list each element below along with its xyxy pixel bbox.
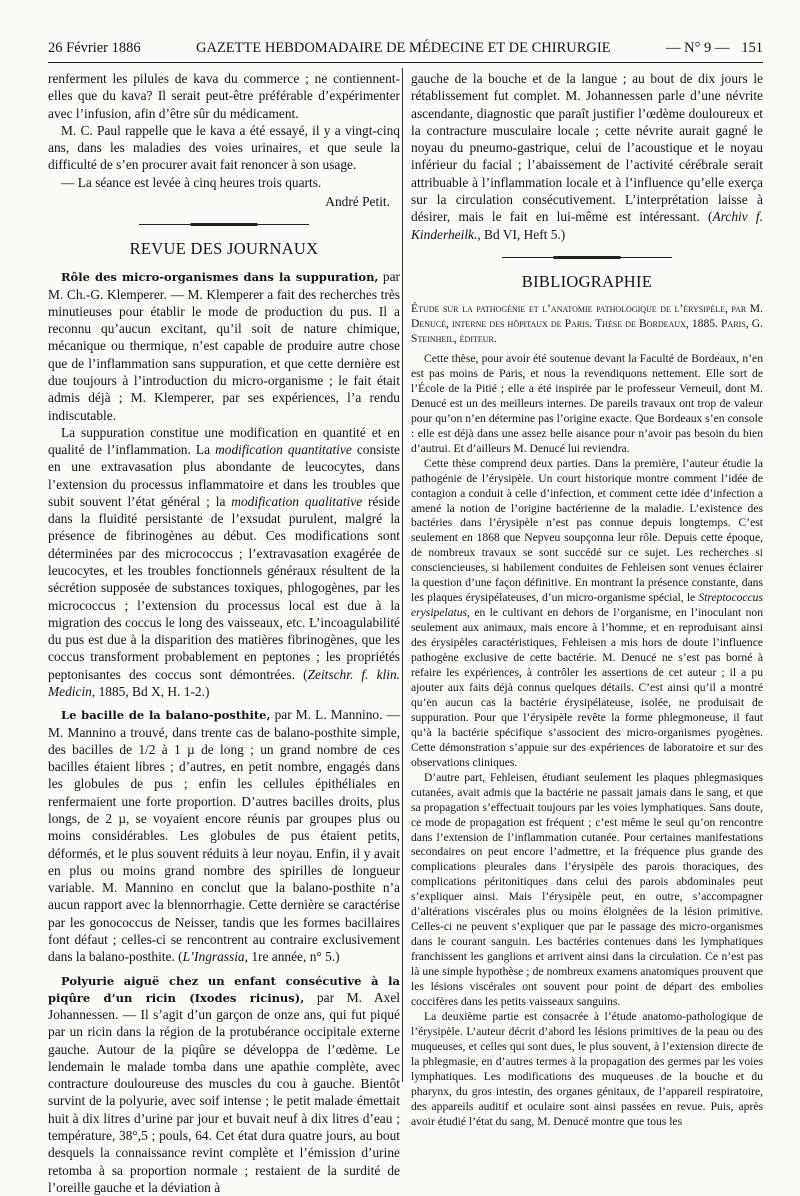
left-column (48, 70, 400, 1087)
paragraph: M. C. Paul rappelle que le kava a été essayé, il y a vingt-cinq ans, dans les maladies des voies urinaires, et que seule la difficulté de s’en procurer avait fait renoncer à son usage. (48, 122, 400, 174)
text: 1re année, n° 5.) (248, 949, 340, 964)
text: 1885, Bd X, H. 1-2.) (95, 684, 209, 699)
article-body: — M. Mannino a trouvé, dans trente cas de balano-posthite simple, des bacilles de 1/2 à 1 µ de long ; un grand nombre de ces bacilles étaient libres ; d’autres, en petit nombre, engagés dans les globules de pus ; enfin les cellules épithéliales en renfermaient une forte proportion. D’autres bacilles droits, plus longs, de 2 µ, se voyaient encore réunis par groupes plus ou moins considérables. Les globules de pus étaient petits, déformés, et le plus souvent réduits à leur noyau. Enfin, il y avait en plus ou moins grand nombre des spirilles de longueur variable. M. Mannino en conclut que la balano-posthite n’a aucun rapport avec la blennorrhagie. Cette dernière se caractérise par les gonococcus de Neisser, tandis que les formes bacillaires font défaut ; celles-ci se rencontrent au contraire exclusivement dans la balano-posthite. ( (48, 707, 400, 964)
ornamental-rule (139, 222, 309, 227)
right-column (411, 70, 763, 1087)
text: réside dans la fluidité persistante de l’exsudat purulent, malgré la présence de fibrinogènes au début. Ces modifications sont déterminées par des micrococcus ; l’extravasation exagérée de leucocytes, et les troubles fonctionnels généraux résultent de la sécrétion supposée de substances toxiques, phlogogènes, par les micrococcus ; l’extension du processus local est due à la migration des coccus le long des vaisseaux, etc. L’incoagulabilité du pus est due à la disparition des matières fibrinogènes, que les coccus transforment probablement en peptones ; les propriétés peptonisantes des coccus sont démontrées. ( (48, 494, 400, 682)
bibliography-entry-heading: Étude sur la pathogénie et l’anatomie pathologique de l’érysipèle, par M. Denucé, interne des hôpitaux de Paris. Thèse de Bordeaux, 1885. Paris, G. Steinheil, éditeur. (411, 301, 763, 346)
header-page-number: 151 (741, 40, 763, 57)
article-klemperer (48, 268, 400, 424)
ornamental-rule (502, 255, 672, 260)
header-issue: — N° 9 — (666, 40, 729, 57)
column-divider (402, 68, 403, 1082)
paragraph: Cette thèse, pour avoir été soutenue devant la Faculté de Bordeaux, n’en est pas moins de Paris, et nous la revendiquons nettement. Elle sort de l’École de la Pitié ; elle a été inspirée par le professeur Verneuil, dont M. Denucé est un des meilleurs internes. De pareils travaux ont trop de valeur pour qu’on n’en détermine pas l’origine exacte. Que Bordeaux s’en console : elle est déjà dans une assez belle aisance pour n’avoir pas besoin du bien d’autrui. Et d’ailleurs M. Denucé lui reviendra. (411, 352, 763, 457)
article-author: par M. Axel Johannessen. (48, 990, 400, 1022)
article-body: — M. Klemperer a fait des recherches très minutieuses pour établir le mode de production du pus. Il a reconnu qu’aucun excitant, qu’il soit de nature chimique, mécanique ou thermique, n’est capable de produire autre chose que de l’inflammation sans suppuration, et que cette dernière est due toujours à l’introduction du micro-organisme ; le fait était admis déjà ; M. Klemperer, par ses expériences, l’a rendu indiscutable. (48, 287, 400, 423)
paragraph: La deuxième partie est consacrée à l’étude anatomo-pathologique de l’érysipèle. L’auteur décrit d’abord les lésions primitives de la peau ou des muqueuses, et celles qui sont dues, le plus souvent, à l’extension directe de la phlegmasie, en d’autres termes à la propagation des germes par les voies lymphatiques. Les modifications des muqueuses de la bouche et du pharynx, du gros intestin, des organes génitaux, de l’appareil respiratoire, des appareils auditif et oculaire sont ainsi passées en revue. Puis, après avoir étudié l’état du sang, M. Denucé montre que tous les (411, 1010, 763, 1130)
section-title: REVUE DES JOURNAUX (48, 239, 400, 259)
section-title: BIBLIOGRAPHIE (411, 272, 763, 292)
article-title: Polyurie aiguë chez un enfant consécutive à la piqûre d’un ricin (Ixodes ricinus), (48, 974, 400, 1005)
article-mannino (48, 706, 400, 965)
emphasis: modification qualitative (231, 494, 362, 509)
signature: André Petit. (48, 193, 400, 210)
article-title: Le bacille de la balano-posthite, (61, 708, 271, 722)
header-journal-title: GAZETTE HEBDOMADAIRE DE MÉDECINE ET DE CHIRURGIE (196, 40, 611, 57)
text: en le cultivant en dehors de l’organisme, en l’inoculant non seulement aux animaux, mais encore à l’homme, et en reproduisant ainsi des érysipèles caractéristiques, Fehleisen a mis hors de doute l’influence pathogène exclusive de cette bactérie. M. Denucé ne s’est pas borné à refaire les expériences, à contrôler les assertions de cet auteur ; il a pu ajouter aux faits déjà connus quelques détails. C’est ainsi qu’il a montré qu’en aucun cas la bactérie érysipélateuse, isolée, ne produisait de suppuration. Pour que l’érysipèle revête la forme phlegmoneuse, il faut qu’à la bactérie spécifique s’associent des micro-organismes pyogènes. Cette démonstration s’appuie sur des expériences de laboratoire et sur des observations cliniques. (411, 606, 763, 769)
header-date: 26 Février 1886 (48, 40, 141, 57)
article-johannessen (48, 972, 400, 1196)
paragraph (48, 424, 400, 701)
paragraph: — La séance est levée à cinq heures trois quarts. (48, 174, 400, 191)
citation: Archiv f. Kinderheilk., (411, 209, 763, 241)
review-body (411, 352, 763, 1130)
page-header (48, 36, 763, 63)
paragraph (411, 457, 763, 771)
paragraph: renferment les pilules de kava du commerce ; ne contiennent-elles que du kava? Il serait peut-être préférable d’expérimenter avec l’infusion, afin d’être sûr du médicament. (48, 70, 400, 122)
citation: L’Ingrassia, (183, 949, 248, 964)
text: gauche de la bouche et de la langue ; au bout de dix jours le rétablissement fut complet. M. Johannessen parle d’une névrite ascendante, diagnostic que paraît justifier l’œdème douloureux et la contracture musculaire locale ; cette névrite aurait gagné le noyau du pneumo-gastrique, celui de l’acoustique et le noyau inférieur du facial ; l’abaissement de l’activité cérébrale serait attribuable à l’inflammation locale et à l’influence qu’elle exerça sur la circulation consécutivement. L’interprétation laisse à désirer, mais le fait en lui-même est intéressant. ( (411, 71, 763, 224)
citation: Zeitschr. f. klin. Medicin, (48, 667, 400, 699)
emphasis: modification quantitative (215, 442, 352, 457)
text: consiste en une extravasation plus abondante de leucocytes, dans l’extension du processus inflammatoire et dans les troubles que subit souvent l’état général ; la (48, 442, 400, 509)
text: Cette thèse comprend deux parties. Dans la première, l’auteur étudie la pathogénie de l’érysipèle. Un court historique montre comment l’idée de contagion a conduit à celle d’infection, et comment cette idée d’infection a amené la notion de l’origine bactérienne de la maladie. L’existence des bactéries dans l’érysipèle n’est pas connue depuis longtemps. C’est seulement en 1868 que Nepveu soupçonna leur rôle. Depuis cette époque, de nombreux travaux se sont succédé sur ce sujet. Les recherches si consciencieuses, si habilement conduites de Fehleisen sont venues éclairer la question d’une façon définitive. En montrant la présence constante, dans les plaques érysipélateuses, d’un micro-organisme spécial, le (411, 457, 763, 605)
article-body: — Il s’agit d’un garçon de onze ans, qui fut piqué par un ricin dans la région de la protubérance occipitale externe gauche. Autour de la piqûre se développa de l’œdème. Le lendemain le malade tomba dans une apathie complète, avec contracture douloureuse des muscles du cou à gauche. Bientôt survint de la polyurie, avec soif intense ; le petit malade émettait huit à dix litres d’urine par jour et buvait neuf à dix litres d’eau ; température, 38°,5 ; pouls, 64. Cet état dura quatre jours, au bout desquels la connaissance revint complète et l’émission d’urine retomba à sa proportion normale ; restaient de la surdité de l’oreille gauche et la déviation à (48, 1007, 400, 1195)
paragraph: D’autre part, Fehleisen, étudiant seulement les plaques phlegmasiques cutanées, avait admis que la bactérie ne passait jamais dans le sang, et que sa propagation s’effectuait toujours par les voies lymphatiques. Sans doute, ce mode de propagation est fréquent ; c’est même le seul qu’on rencontre dans l’extension de l’inflammation cutanée. Pour certaines manifestations secondaires on peut encore l’admettre, et la fréquence plus grande des complications pleurales dans l’érysipèle des parois thoraciques, des complications péritonitiques dans celui des parois abdominales peut s’expliquer ainsi. Mais l’érysipèle peut, en outre, s’accompagner d’altérations viscérales plus ou moins éloignées de la lésion primitive. Celles-ci ne peuvent s’expliquer que par le passage des micro-organismes dans le courant sanguin. Les bactéries contenues dans les lymphatiques franchissent les ganglions et arrivent ainsi dans la circulation. Ce n’est pas là une simple hypothèse ; de nombreux examens anatomiques prouvent que les lésions viscérales ont souvent pour point de départ des embolies coccifères dans les petits vaisseaux sanguins. (411, 771, 763, 1010)
article-author: par M. Ch.-G. Klemperer. (48, 269, 400, 301)
paragraph (411, 70, 763, 243)
article-title: Rôle des micro-organismes dans la suppuration, (61, 270, 378, 284)
emphasis: Streptococcus erysipelatus, (411, 591, 763, 619)
article-author: par M. L. Mannino. (271, 707, 383, 722)
text: Bd VI, Heft 5.) (481, 227, 566, 242)
text: La suppuration constitue une modification en quantité et en qualité de l’inflammation. La (48, 425, 400, 457)
